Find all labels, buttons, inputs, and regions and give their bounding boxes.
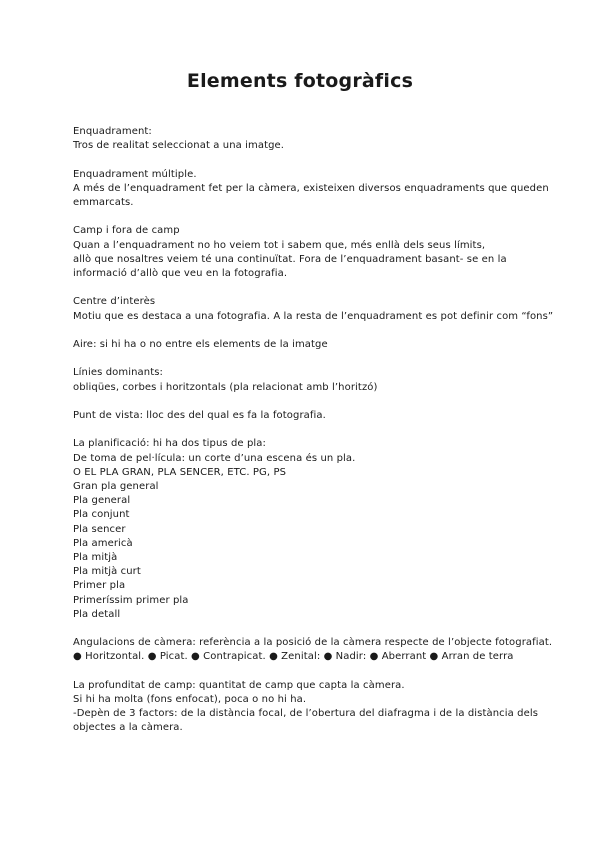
section-text: Quan a l’enquadrament no ho veiem tot i sabem que, més enllà dels seus límits, <box>73 239 486 251</box>
section-text: objectes a la càmera. <box>73 722 183 734</box>
section-text: -Depèn de 3 factors: de la distància focal, de l’obertura del diafragma i de la distància dels <box>73 708 539 720</box>
section-punt-de-vista <box>73 409 543 423</box>
section-text: allò que nosaltres veiem té una continuïtat. Fora de l’enquadrament basant- se en la <box>73 253 507 265</box>
section-aire <box>73 338 543 352</box>
section-heading: Centre d’interès <box>73 296 156 308</box>
list-item: Pla conjunt <box>73 509 130 521</box>
section-heading: Camp i fora de camp <box>73 225 180 237</box>
section-heading: Angulacions de càmera: referència a la posició de la càmera respecte de l’objecte fotografiat. <box>73 637 553 649</box>
section-heading: Enquadrament: <box>73 126 152 137</box>
section-text: Motiu que es destaca a una fotografia. A la resta de l’enquadrament es pot definir com “fons” <box>73 310 554 322</box>
section-heading: Línies dominants: <box>73 367 163 379</box>
section-enquadrament <box>73 125 543 153</box>
section-text: Punt de vista: lloc des del qual es fa la fotografia. <box>73 409 326 421</box>
page-title: Elements fotogràfics <box>186 70 414 92</box>
section-centre-interes <box>73 295 554 323</box>
section-profunditat-de-camp <box>73 679 543 736</box>
section-text: A més de l’enquadrament fet per la càmera, existeixen diversos enquadraments que queden <box>73 182 549 194</box>
list-item: Pla sencer <box>73 523 126 535</box>
section-text: Si hi ha molta (fons enfocat), poca o no hi ha. <box>73 693 307 705</box>
list-item: Pla americà <box>73 537 133 549</box>
section-planificacio <box>73 437 543 622</box>
section-linies-dominants <box>73 366 543 394</box>
section-camp-fora-de-camp <box>73 224 543 281</box>
section-text: informació d’allò que veu en la fotografia. <box>73 268 288 279</box>
list-item: Pla mitjà curt <box>73 566 141 578</box>
list-item: Primeríssim primer pla <box>73 594 189 606</box>
section-text: ● Horitzontal. ● Picat. ● Contrapicat. ● Zenital: ● Nadir: ● Aberrant ● Arran de terra <box>73 651 514 663</box>
section-enquadrament-multiple <box>73 168 549 211</box>
list-item: Pla detall <box>73 608 121 620</box>
section-heading: Enquadrament múltiple. <box>73 168 197 180</box>
section-text: Tros de realitat seleccionat a una imatge. <box>73 140 285 152</box>
list-item: Pla general <box>73 495 131 507</box>
list-item: Pla mitjà <box>73 551 118 563</box>
section-heading: La profunditat de camp: quantitat de camp que capta la càmera. <box>73 679 405 691</box>
document-body <box>73 125 554 750</box>
list-item: Gran pla general <box>73 480 159 492</box>
section-heading: La planificació: hi ha dos tipus de pla: <box>73 438 266 450</box>
section-text: obliqües, corbes i horitzontals (pla relacionat amb l’horitzó) <box>73 381 378 393</box>
section-angulacions <box>73 636 553 664</box>
section-text: emmarcats. <box>73 197 134 208</box>
list-item: Primer pla <box>73 580 126 592</box>
section-text: O EL PLA GRAN, PLA SENCER, ETC. PG, PS <box>73 466 287 478</box>
section-text: Aire: si hi ha o no entre els elements de la imatge <box>73 338 328 350</box>
section-text: De toma de pel·lícula: un corte d’una escena és un pla. <box>73 452 356 464</box>
